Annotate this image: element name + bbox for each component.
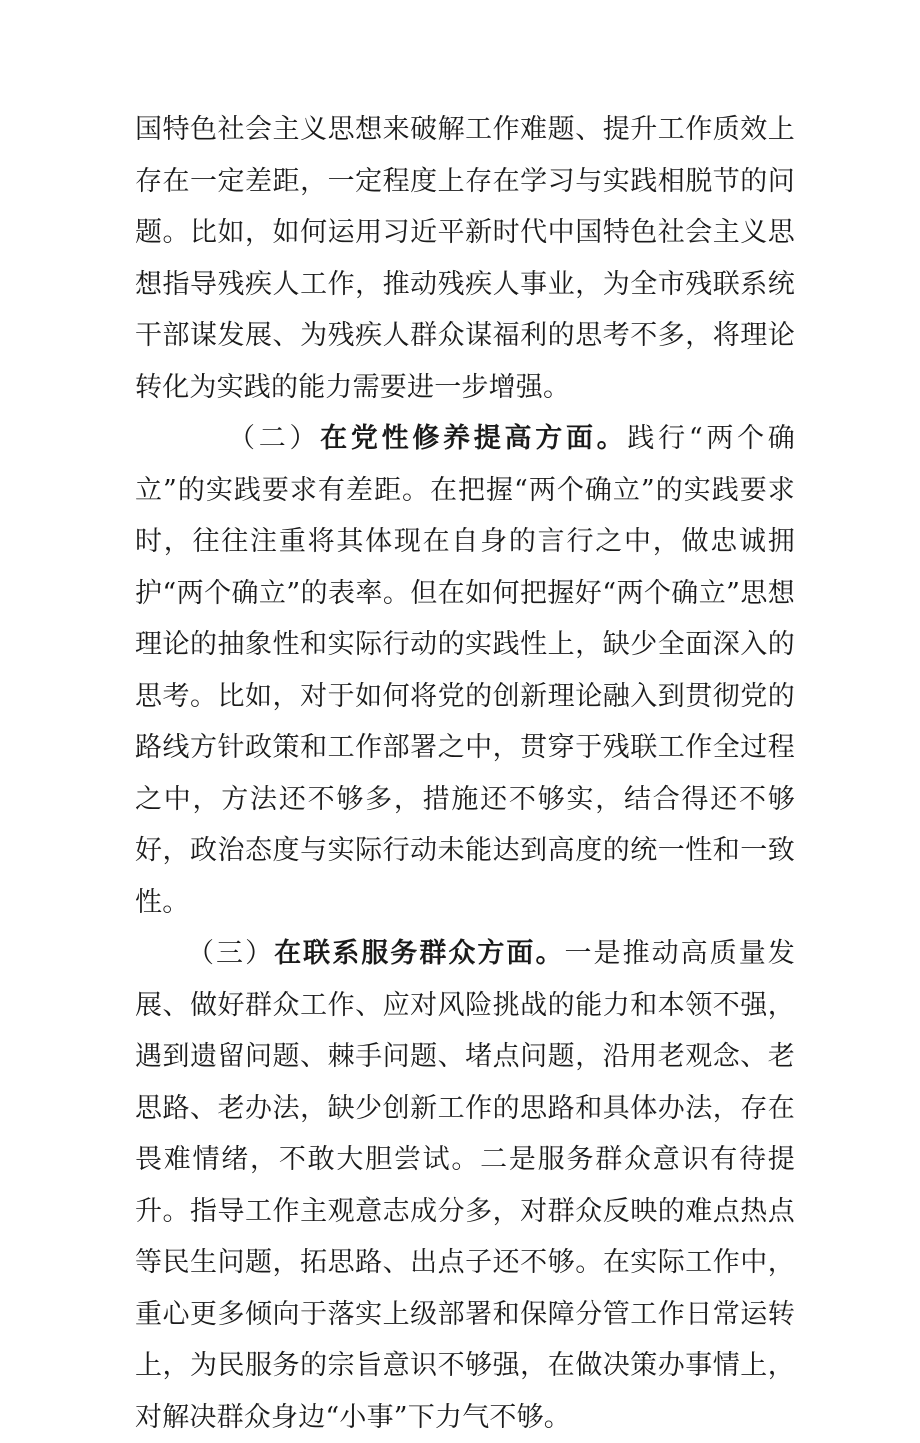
- paragraph-continuation: [135, 104, 795, 413]
- paragraph-party-cultivation: [135, 413, 795, 928]
- paragraph-body: 一是推动高质量发展、做好群众工作、应对风险挑战的能力和本领不强，遇到遗留问题、棘手问题、堵点问题，沿用老观念、老思路、老办法，缺少创新工作的思路和具体办法，存在畏难情绪，不敢大胆尝试。二是服务群众意识有待提升。指导工作主观意志成分多，对群众反映的难点热点等民生问题，拓思路、出点子还不够。在实际工作中，重心更多倾向于落实上级部署和保障分管工作日常运转上，为民服务的宗旨意识不够强，在做决策办事情上，对解决群众身边“小事”下力气不够。: [135, 938, 795, 1433]
- paragraph-body: 国特色社会主义思想来破解工作难题、提升工作质效上存在一定差距，一定程度上存在学习与实践相脱节的问题。比如，如何运用习近平新时代中国特色社会主义思想指导残疾人工作，推动残疾人事业，为全市残联系统干部谋发展、为残疾人群众谋福利的思考不多，将理论转化为实践的能力需要进一步增强。: [135, 114, 795, 403]
- section-heading: 在党性修养提高方面。: [320, 423, 628, 454]
- document-body: [135, 104, 795, 1443]
- section-number: （三）: [187, 938, 275, 969]
- section-number: （二）: [228, 423, 321, 454]
- paragraph-body: 践行“两个确立”的实践要求有差距。在把握“两个确立”的实践要求时，往往注重将其体现在自身的言行之中，做忠诚拥护“两个确立”的表率。但在如何把握好“两个确立”思想理论的抽象性和实际行动的实践性上，缺少全面深入的思考。比如，对于如何将党的创新理论融入到贯彻党的路线方针政策和工作部署之中，贯穿于残联工作全过程之中，方法还不够多，措施还不够实，结合得还不够好，政治态度与实际行动未能达到高度的统一性和一致性。: [135, 423, 795, 918]
- paragraph-serving-masses: [135, 928, 795, 1443]
- section-heading: 在联系服务群众方面。: [274, 938, 565, 969]
